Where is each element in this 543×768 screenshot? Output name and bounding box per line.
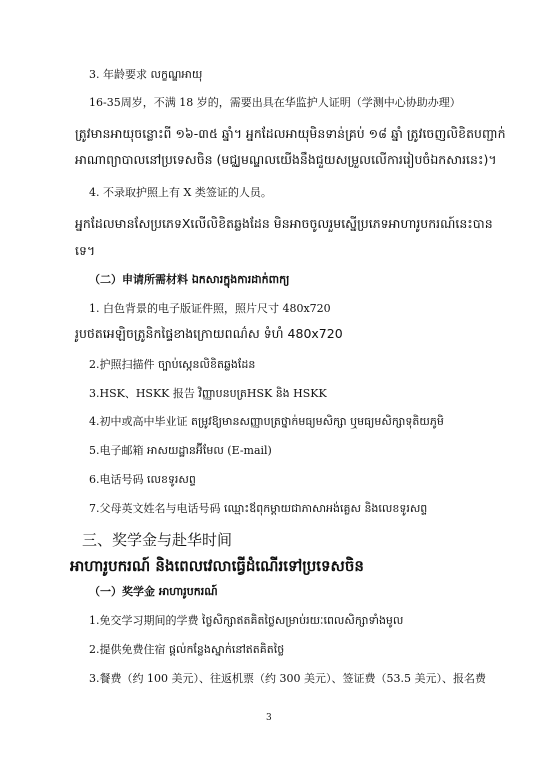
age-requirement-km-1: ត្រូវមានអាយុចន្លោះពី ១៦-៣៥ ឆ្នាំ។ អ្នកដែលអាយុមិនទាន់គ្រប់ ១៨ ឆ្នាំ ត្រូវចេញលិខិតបញ្ជាក់ bbox=[75, 126, 506, 141]
section-three-heading-km: អាហារូបករណ៍ និងពេលវេលាធ្វើដំណើរទៅប្រទេសចិន bbox=[70, 557, 364, 575]
material-4: 4.初中或高中毕业证 តម្រូវឱ្យមានសញ្ញាបត្រថ្នាក់មធ្យមសិក្សា ឬមធ្យមសិក្សាទុតិយភូមិ bbox=[89, 415, 444, 428]
visa-rule-km-2: ទេ។ bbox=[75, 243, 96, 258]
section-three-heading-zh: 三、奖学金与赴华时间 bbox=[82, 532, 233, 549]
visa-rule-zh: 4. 不录取护照上有 X 类签证的人员。 bbox=[89, 186, 272, 199]
material-3: 3.HSK、HSKK 报告 វិញ្ញាបនបត្រHSK និង HSKK bbox=[89, 387, 327, 400]
age-requirement-zh: 16-35周岁，不满 18 岁的，需要出具在华监护人证明（学测中心协助办理） bbox=[89, 96, 461, 109]
materials-heading: （二）申请所需材料 ឯកសារក្នុងការដាក់ពាក្យ bbox=[89, 273, 290, 286]
material-6: 6.电话号码 លេខទូរសព្ទ bbox=[89, 473, 196, 486]
material-1-zh: 1. 白色背景的电子版证件照，照片尺寸 480x720 bbox=[89, 302, 331, 315]
page-number: 3 bbox=[266, 713, 272, 723]
scholarship-heading: （一）奖学金 អាហារូបករណ៍ bbox=[89, 585, 218, 598]
age-requirement-km-2: អាណាព្យាបាលនៅប្រទេសចិន (មជ្ឈមណ្ឌលយើងនឹងជួយសម្រួលលើការរៀបចំឯកសារនេះ)។ bbox=[75, 152, 497, 167]
material-7: 7.父母英文姓名与电话号码 ឈ្មោះឪពុកម្តាយជាភាសាអង់គ្លេស និងលេខទូរសព្ទ bbox=[89, 502, 428, 515]
scholarship-item-1: 1.免交学习期间的学费 ថ្លៃសិក្សាឥតគិតថ្លៃសម្រាប់រយៈពេលសិក្សាទាំងមូល bbox=[89, 614, 404, 627]
scholarship-item-2: 2.提供免费住宿 ផ្តល់កន្លែងស្នាក់នៅឥតគិតថ្លៃ bbox=[89, 643, 285, 656]
visa-rule-km-1: អ្នកដែលមានសែប្រភេទXលើលិខិតឆ្លងដែន មិនអាចចូលរួមស្នើប្រភេទអាហារូបករណ៍នេះបាន bbox=[75, 216, 493, 231]
material-2: 2.护照扫描件 ច្បាប់ស្កេនលិខិតឆ្លងដែន bbox=[89, 358, 256, 371]
material-5: 5.电子邮箱 អាសយដ្ឋានអ៊ីមែល (E-mail) bbox=[89, 444, 272, 457]
scholarship-item-3: 3.餐费（约 100 美元）、往返机票（约 300 美元）、签证费（53.5 美元）、报名费 bbox=[89, 672, 486, 685]
material-1-km: រូបថតអេឡិចត្រូនិកផ្ទៃខាងក្រោយពណ៌ស ទំហំ 480x720 bbox=[75, 326, 343, 341]
age-requirement-heading: 3. 年龄要求 លក្ខណ្ឌអាយុ bbox=[89, 68, 203, 81]
